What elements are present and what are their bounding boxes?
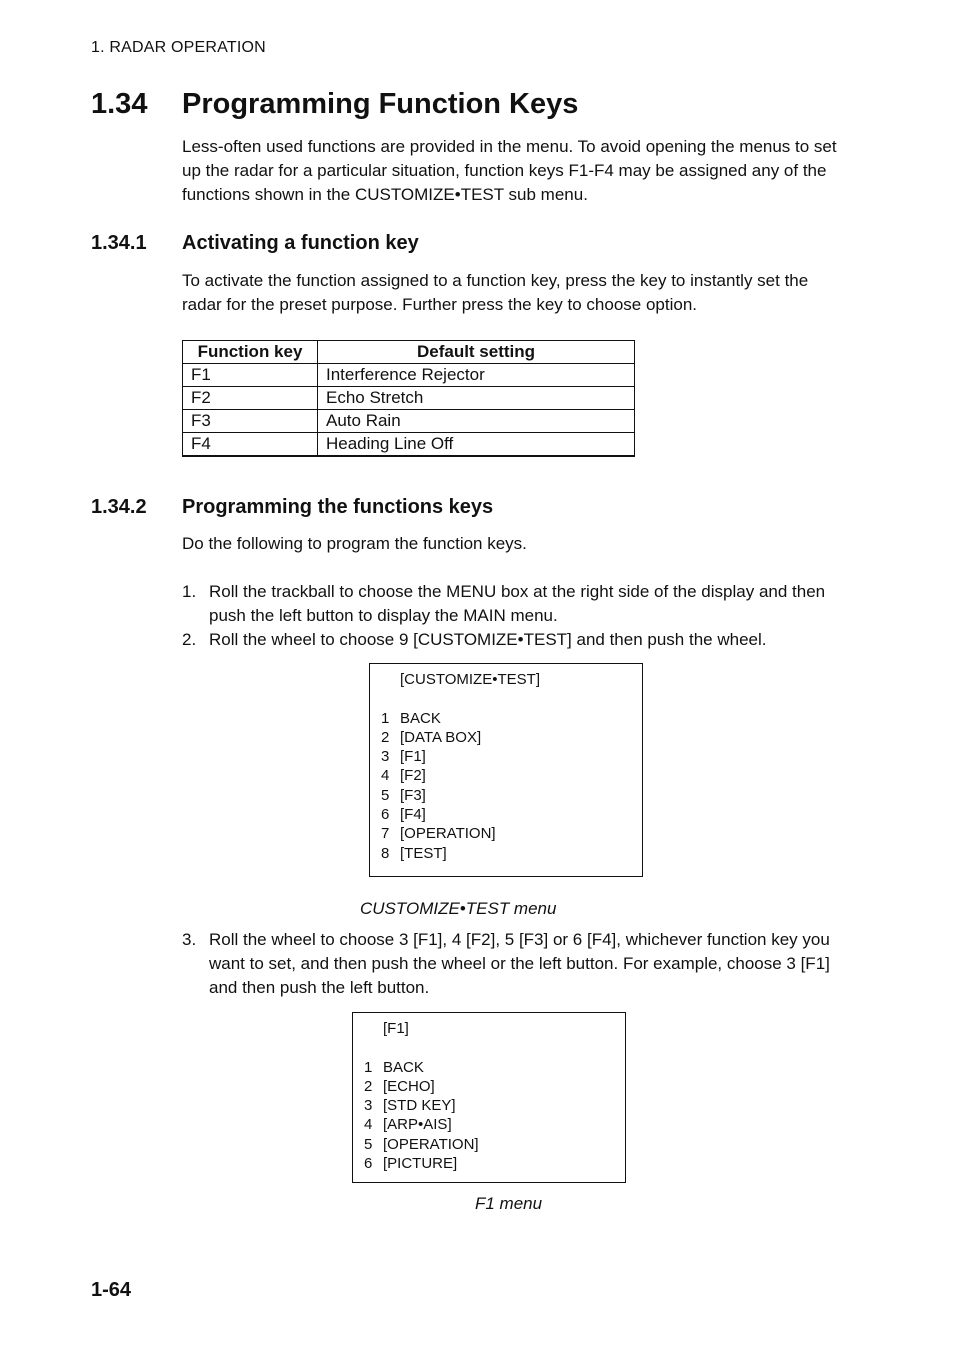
- menu-item-label: [ECHO]: [383, 1077, 435, 1095]
- section-title: Programming Function Keys: [182, 88, 579, 120]
- menu-item-label: [OPERATION]: [383, 1135, 479, 1153]
- menu-item-number: 6: [364, 1155, 373, 1173]
- menu-item-number: 8: [381, 844, 390, 862]
- menu-item-number: 4: [364, 1116, 373, 1134]
- step-number: 2.: [182, 630, 197, 649]
- section-number: 1.34: [91, 88, 148, 120]
- table-row: [183, 387, 635, 410]
- table-cell-key: F2: [183, 387, 318, 410]
- subsection-title: Activating a function key: [182, 232, 419, 254]
- menu-item-label: [OPERATION]: [400, 825, 496, 843]
- table-row: [183, 433, 635, 457]
- step-text: Roll the wheel to choose 9 [CUSTOMIZE•TEST] and then push the wheel.: [209, 630, 767, 649]
- step-number: 1.: [182, 582, 197, 601]
- menu-item-label: [F4]: [400, 806, 426, 824]
- menu-item-label: [F2]: [400, 767, 426, 785]
- step-number: 3.: [182, 930, 197, 949]
- step-item: [182, 580, 842, 628]
- menu-item: [364, 1096, 625, 1115]
- menu-item-number: 5: [381, 786, 390, 804]
- menu-item: [381, 786, 642, 805]
- menu-item-label: BACK: [400, 709, 441, 727]
- menu-item: [364, 1135, 625, 1154]
- table-header-function-key: Function key: [183, 341, 318, 364]
- table-cell-setting: Auto Rain: [318, 410, 635, 433]
- menu-item: [381, 728, 642, 747]
- step-item: [182, 928, 842, 1000]
- menu-item-number: 6: [381, 806, 390, 824]
- menu-item-number: 3: [381, 748, 390, 766]
- menu-item-number: 4: [381, 767, 390, 785]
- table-row: [183, 364, 635, 387]
- menu-item-label: [DATA BOX]: [400, 728, 482, 746]
- step-text: Roll the wheel to choose 3 [F1], 4 [F2], 5 [F3] or 6 [F4], whichever function key you want to set, and then push the wheel or the left button. For example, choose 3 [F1] and then push the left button.: [209, 930, 830, 997]
- table-header-default-setting: Default setting: [318, 341, 635, 364]
- menu-item-number: 7: [381, 825, 390, 843]
- figure-caption: CUSTOMIZE•TEST menu: [360, 899, 557, 918]
- section-intro: Less-often used functions are provided in the menu. To avoid opening the menus to set up the radar for a particular situation, function keys F1-F4 may be assigned any of the functions shown in the CUSTOMIZE•TEST sub menu.: [182, 137, 837, 204]
- menu-item-label: [STD KEY]: [383, 1097, 456, 1115]
- menu-item-number: 1: [381, 709, 390, 727]
- table-cell-setting: Echo Stretch: [318, 387, 635, 410]
- table-cell-setting: Heading Line Off: [318, 433, 635, 457]
- menu-item: [381, 805, 642, 824]
- menu-title: [CUSTOMIZE•TEST]: [400, 671, 540, 688]
- menu-item: [381, 766, 642, 785]
- f1-menu-box: [352, 1012, 626, 1183]
- menu-item: [381, 709, 642, 728]
- menu-item-label: [TEST]: [400, 844, 447, 862]
- menu-item: [381, 824, 642, 843]
- subsection-title: Programming the functions keys: [182, 496, 494, 518]
- menu-item: [381, 844, 642, 863]
- menu-item-number: 2: [364, 1077, 373, 1095]
- menu-item: [364, 1115, 625, 1134]
- step-text: Roll the trackball to choose the MENU box at the right side of the display and then push the left button to display the MAIN menu.: [209, 582, 826, 625]
- menu-item: [364, 1058, 625, 1077]
- menu-item-number: 2: [381, 728, 390, 746]
- subsection-body: To activate the function assigned to a function key, press the key to instantly set the radar for the preset purpose. Further press the key to choose option.: [182, 271, 809, 314]
- table-cell-setting: Interference Rejector: [318, 364, 635, 387]
- menu-item-label: [F1]: [400, 748, 426, 766]
- table-row: [183, 410, 635, 433]
- customize-test-menu-box: [369, 663, 643, 877]
- menu-item-number: 1: [364, 1058, 373, 1076]
- subsection-number: 1.34.1: [91, 232, 147, 254]
- function-key-table: [182, 340, 635, 457]
- menu-item-number: 5: [364, 1135, 373, 1153]
- menu-item: [381, 747, 642, 766]
- figure-caption: F1 menu: [475, 1194, 543, 1213]
- menu-item-label: [F3]: [400, 786, 426, 804]
- page-number: 1-64: [91, 1279, 132, 1301]
- step-item: [182, 628, 842, 652]
- table-header-row: [183, 341, 635, 364]
- running-header: 1. RADAR OPERATION: [91, 39, 266, 56]
- subsection-body: Do the following to program the function keys.: [182, 534, 527, 553]
- table-cell-key: F3: [183, 410, 318, 433]
- menu-item-number: 3: [364, 1097, 373, 1115]
- table-cell-key: F1: [183, 364, 318, 387]
- menu-item-label: BACK: [383, 1058, 424, 1076]
- menu-item: [364, 1154, 625, 1173]
- menu-title: [F1]: [383, 1020, 409, 1037]
- table-cell-key: F4: [183, 433, 318, 457]
- subsection-number: 1.34.2: [91, 496, 147, 518]
- menu-item-label: [PICTURE]: [383, 1155, 458, 1173]
- menu-item: [364, 1077, 625, 1096]
- menu-item-label: [ARP•AIS]: [383, 1116, 452, 1134]
